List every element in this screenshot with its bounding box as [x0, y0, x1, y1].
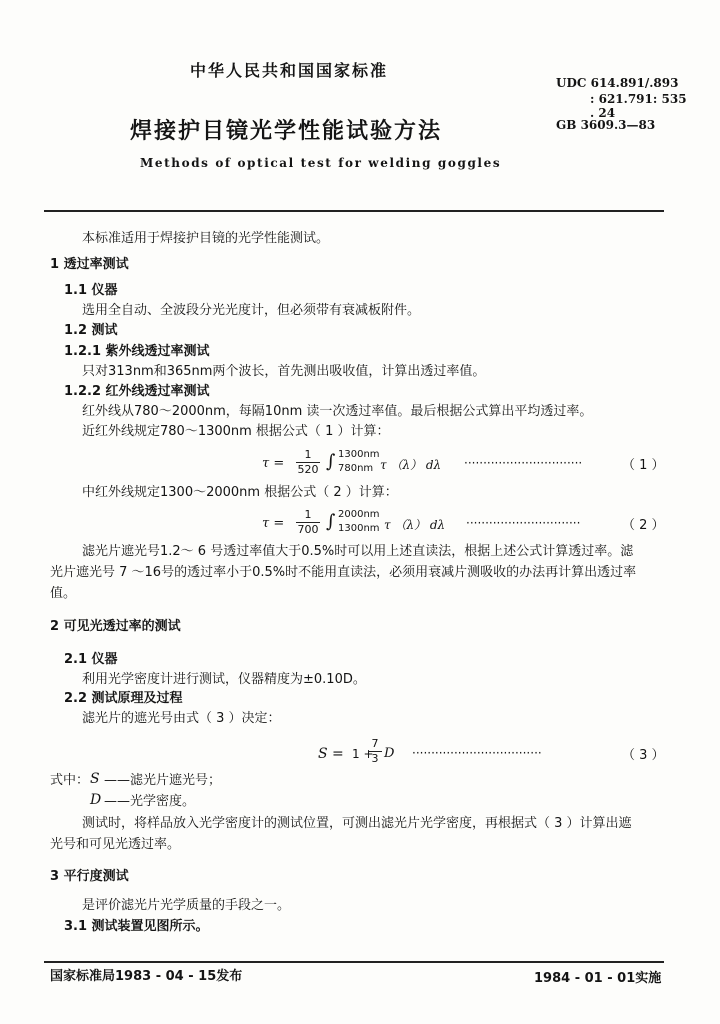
section-1-2-2-text-1: 红外线从780～2000nm，每隔10nm 读一次透过率值。最后根据公式算出平均透过率。 [82, 404, 593, 419]
intro-text: 本标准适用于焊接护目镜的光学性能测试。 [82, 231, 330, 246]
section-1-2-heading: 1.2 测试 [64, 323, 118, 338]
section-1-2-1-heading: 1.2.1 紫外线透过率测试 [64, 344, 210, 359]
formula-1-integral: ∫ [326, 451, 336, 472]
formula-3-one-plus: 1 + [352, 747, 374, 761]
section-3-heading: 3 平行度测试 [50, 869, 129, 884]
udc-line-1: UDC 614.891/.893 [556, 76, 679, 90]
formula-2-leader-dots: ······························ [466, 516, 581, 530]
section-1-2-2-text-3: 中红外线规定1300～2000nm 根据公式（ 2 ）计算： [82, 485, 398, 500]
formula-1-lower-limit: 780nm [338, 463, 374, 474]
where-symbol-s: S [90, 771, 100, 787]
udc-line-3: . 24 [590, 106, 616, 120]
formula-2-number: （ 2 ） [622, 518, 665, 533]
formula-3-fraction [368, 738, 382, 765]
formula-1-fraction [296, 449, 320, 476]
section-1-1-text: 选用全自动、全波段分光光度计，但必须带有衰减板附件。 [82, 303, 421, 318]
footer-rule [44, 961, 664, 963]
filter-paragraph-line-1: 滤光片遮光号1.2～ 6 号透过率值大于0.5%时可以用上述直读法，根据上述公式计算透过率。滤 [82, 544, 634, 559]
header-rule [44, 210, 664, 212]
formula-2-integral: ∫ [326, 511, 336, 532]
formula-3-variable: D [384, 746, 395, 761]
formula-2-upper-limit: 2000nm [338, 509, 380, 520]
formula-2-lower-limit: 1300nm [338, 523, 380, 534]
formula-2-numerator: 1 [304, 508, 312, 521]
section-2-1-heading: 2.1 仪器 [64, 652, 118, 667]
issuing-organization: 中华人民共和国国家标准 [190, 61, 389, 80]
gb-number: GB 3609.3—83 [556, 118, 656, 132]
formula-1-number: （ 1 ） [622, 458, 665, 473]
formula-3-numerator: 7 [371, 737, 379, 750]
effective-date: 1984 - 01 - 01实施 [534, 971, 662, 986]
formula-3-leader-dots: ·································· [412, 746, 542, 760]
formula-2-lhs: τ = [262, 516, 285, 531]
udc-line-2: : 621.791: 535 [590, 92, 687, 106]
formula-2-integrand: τ （λ） dλ [384, 518, 446, 532]
where-label: 式中： [50, 773, 90, 788]
formula-1-lhs: τ = [262, 456, 285, 471]
formula-1-integrand: τ （λ） dλ [380, 458, 442, 472]
section-2-heading: 2 可见光透过率的测试 [50, 619, 181, 634]
section-1-2-2-text-2: 近红外线规定780～1300nm 根据公式（ 1 ）计算： [82, 424, 390, 439]
formula-3-denominator: 3 [371, 752, 379, 765]
issue-date: 国家标准局1983 - 04 - 15发布 [50, 969, 243, 984]
document-title-cn: 焊接护目镜光学性能试验方法 [130, 119, 443, 144]
section-1-heading: 1 透过率测试 [50, 257, 129, 272]
section-3-text: 是评价滤光片光学质量的手段之一。 [82, 898, 291, 913]
formula-1-leader-dots: ······························· [464, 456, 583, 470]
formula-3-lhs: S = [318, 746, 344, 762]
where-symbol-d-desc: ——光学密度。 [104, 794, 196, 809]
document-title-en: Methods of optical test for welding goggles [140, 156, 502, 170]
section-1-1-heading: 1.1 仪器 [64, 283, 118, 298]
where-symbol-d: D [90, 792, 102, 808]
formula-1-upper-limit: 1300nm [338, 449, 380, 460]
test-paragraph-line-2: 光号和可见光透过率。 [50, 837, 181, 852]
formula-1-numerator: 1 [304, 448, 312, 461]
test-paragraph-line-1: 测试时，将样品放入光学密度计的测试位置，可测出滤光片光学密度，再根据式（ 3 ）计算出遮 [82, 816, 632, 831]
section-2-1-text: 利用光学密度计进行测试，仪器精度为±0.10D。 [82, 672, 366, 687]
filter-paragraph-line-3: 值。 [50, 586, 77, 601]
filter-paragraph-line-2: 光片遮光号 7 ～16号的透过率小于0.5%时不能用直读法，必须用衰减片测吸收的办法再计算出透过率 [50, 565, 637, 580]
formula-2-denominator: 700 [297, 523, 319, 536]
section-2-2-heading: 2.2 测试原理及过程 [64, 691, 183, 706]
formula-1-denominator: 520 [297, 463, 319, 476]
where-symbol-s-desc: ——滤光片遮光号； [104, 773, 222, 788]
formula-2-fraction [296, 509, 320, 536]
section-1-2-1-text: 只对313nm和365nm两个波长，首先测出吸收值，计算出透过率值。 [82, 364, 486, 379]
section-3-1-heading: 3.1 测试装置见图所示。 [64, 919, 209, 934]
section-1-2-2-heading: 1.2.2 红外线透过率测试 [64, 384, 210, 399]
formula-3-number: （ 3 ） [622, 748, 665, 763]
section-2-2-text: 滤光片的遮光号由式（ 3 ）决定： [82, 711, 281, 726]
